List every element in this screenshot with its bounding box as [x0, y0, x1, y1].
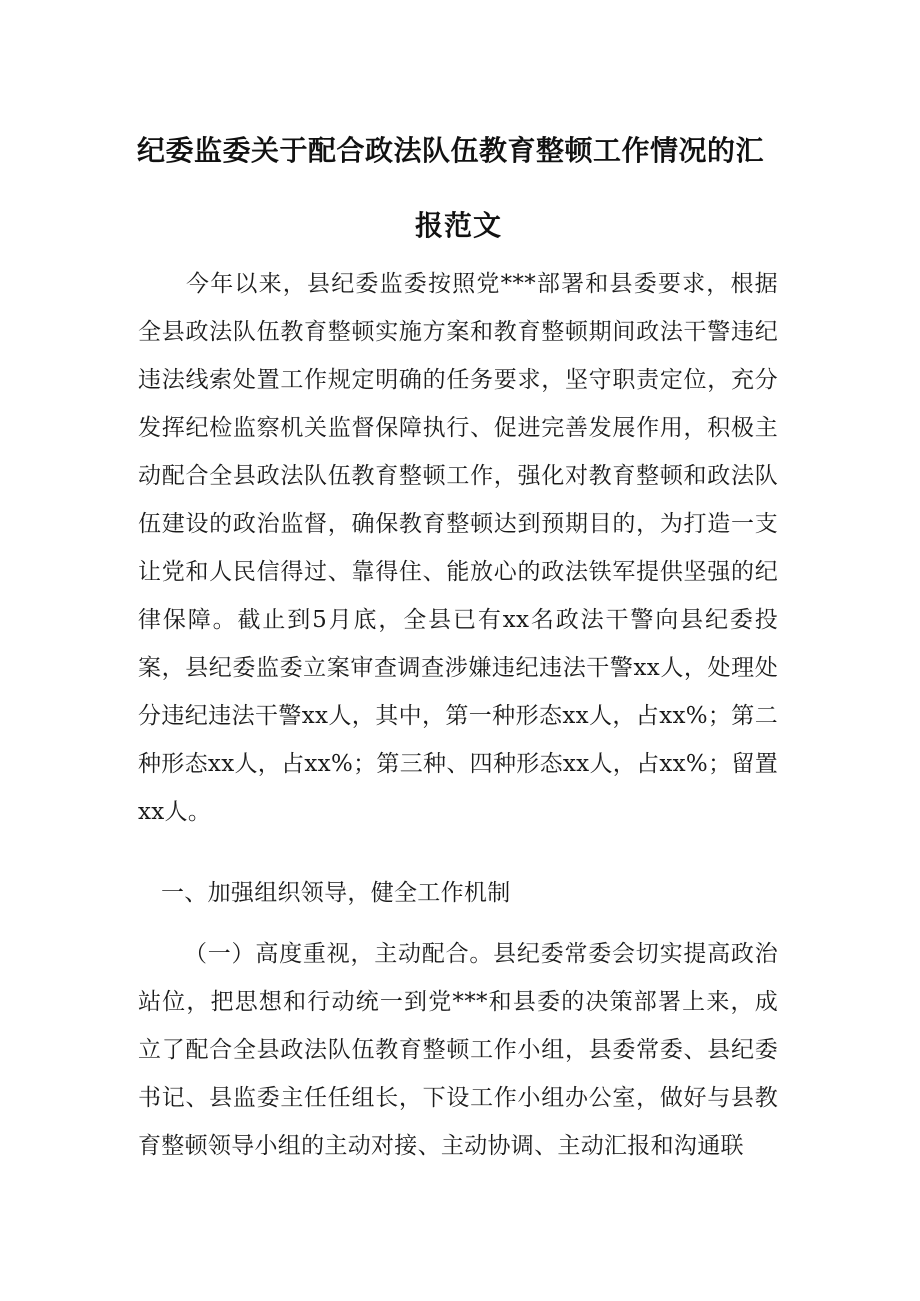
section-heading-1: 一、加强组织领导，健全工作机制 — [161, 880, 511, 906]
paragraph-intro: 今年以来，县纪委监委按照党***部署和县委要求，根据全县政法队伍教育整顿实施方案和教育整顿期间政法干警违纪违法线索处置工作规定明确的任务要求，坚守职责定位，充分发挥纪检监察机关监督保障执行、促进完善发展作用，积极主动配合全县政法队伍教育整顿工作，强化对教育整顿和政法队伍建设的政治监督，确保教育整顿达到预期目的，为打造一支让党和人民信得过、靠得住、能放心的政法铁军提供坚强的纪律保障。截止到5月底，全县已有xx名政法干警向县纪委投案，县纪委监委立案审查调查涉嫌违纪违法干警xx人，处理处分违纪违法干警xx人，其中，第一种形态xx人，占xx%；第二种形态xx人，占xx%；第三种、四种形态xx人，占xx%；留置xx人。 — [138, 271, 778, 825]
document-title-line-1: 纪委监委关于配合政法队伍教育整顿工作情况的汇 — [137, 134, 765, 167]
paragraph-section-1-1: （一）高度重视，主动配合。县纪委常委会切实提高政治站位，把思想和行动统一到党***和县委的决策部署上来，成立了配合全县政法队伍教育整顿工作小组，县委常委、县纪委书记、县监委主任任组长，下设工作小组办公室，做好与县教育整顿领导小组的主动对接、主动协调、主动汇报和沟通联 — [138, 941, 778, 1159]
document-title-line-2: 报范文 — [415, 209, 503, 242]
